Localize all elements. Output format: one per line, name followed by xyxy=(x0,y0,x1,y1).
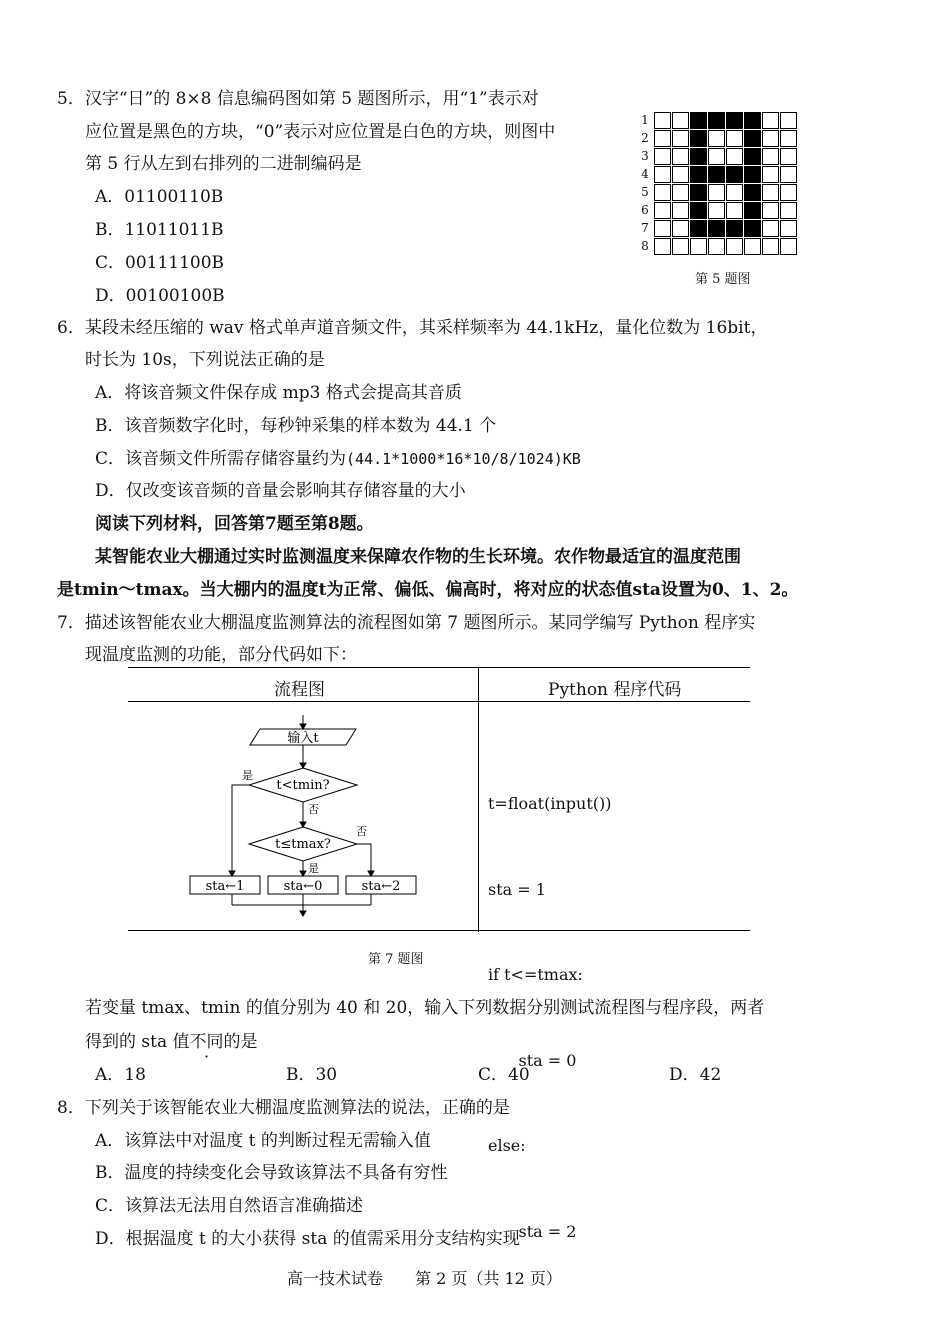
grid-cell xyxy=(690,202,707,219)
table-bottom-rule xyxy=(128,930,750,931)
grid-cell xyxy=(690,148,707,165)
flow-no-label-1: 否 xyxy=(308,803,319,816)
grid-cell xyxy=(780,166,797,183)
q6-option-c xyxy=(95,448,581,470)
grid-cell xyxy=(708,130,725,147)
grid-cell xyxy=(762,130,779,147)
grid-cell xyxy=(726,184,743,201)
q8-stem: 8．下列关于该智能农业大棚温度监测算法的说法，正确的是 xyxy=(57,1098,510,1118)
q7-after-line2 xyxy=(85,1031,258,1053)
grid-row-label: 6 xyxy=(641,203,649,217)
grid-cell xyxy=(726,238,743,255)
material-heading: 阅读下列材料，回答第7题至第8题。 xyxy=(95,514,374,534)
grid-cell xyxy=(654,220,671,237)
grid-cell xyxy=(672,202,689,219)
flow-input-label: 输入t xyxy=(287,731,319,746)
grid-cell xyxy=(762,166,779,183)
grid-cell xyxy=(780,130,797,147)
q7-after-pre: 得到的 sta 值 xyxy=(85,1032,190,1052)
grid-row-label: 4 xyxy=(641,167,649,181)
q6-stem-line1: 6．某段未经压缩的 wav 格式单声道音频文件，其采样频率为 44.1kHz，量化位数为 16bit， xyxy=(57,318,768,338)
grid-cell xyxy=(672,220,689,237)
q5-option-c: C．00111100B xyxy=(95,253,225,273)
grid-cell xyxy=(654,184,671,201)
grid-cell xyxy=(744,220,761,237)
grid-cell xyxy=(690,238,707,255)
flow-box3-label: sta←2 xyxy=(361,879,401,894)
flow-yes-label-1: 是 xyxy=(242,769,253,782)
q6-option-d: D．仅改变该音频的音量会影响其存储容量的大小 xyxy=(95,481,466,501)
grid-cell xyxy=(708,184,725,201)
flow-box1-label: sta←1 xyxy=(205,879,245,894)
grid-row-label: 7 xyxy=(641,221,649,235)
code-line-6: sta = 2 xyxy=(488,1221,577,1241)
grid-cell xyxy=(708,112,725,129)
grid-cell xyxy=(672,112,689,129)
grid-cell xyxy=(654,202,671,219)
grid-row-label: 3 xyxy=(641,149,649,163)
grid-cell xyxy=(726,148,743,165)
flow-no-label-2: 否 xyxy=(356,825,367,838)
grid-cell xyxy=(672,148,689,165)
flow-cond2-label: t≤tmax? xyxy=(275,837,331,852)
q8-option-d: D．根据温度 t 的大小获得 sta 的值需采用分支结构实现 xyxy=(95,1229,520,1249)
material-line1: 某智能农业大棚通过实时监测温度来保障农作物的生长环境。农作物最适宜的温度范围 xyxy=(95,547,741,567)
q8-option-b: B．温度的持续变化会导致该算法不具备有穷性 xyxy=(95,1163,448,1183)
grid-row-label: 5 xyxy=(641,185,649,199)
material-line2: 是tmin～tmax。当大棚内的温度t为正常、偏低、偏高时，将对应的状态值sta设置为0、1、2。 xyxy=(57,580,799,600)
grid-row-label: 2 xyxy=(641,131,649,145)
grid-cell xyxy=(654,130,671,147)
code-line-1: t=float(input()) xyxy=(488,794,612,813)
grid-cell xyxy=(726,220,743,237)
page-footer: 高一技术试卷 第 2 页（共 12 页） xyxy=(287,1269,562,1288)
flow-box2-label: sta←0 xyxy=(283,879,323,894)
q6-stem-line2: 时长为 10s，下列说法正确的是 xyxy=(85,350,325,370)
grid-cell xyxy=(726,166,743,183)
code-line-2: sta = 1 xyxy=(488,879,546,899)
grid-cell xyxy=(690,220,707,237)
grid-cell xyxy=(726,112,743,129)
grid-cell xyxy=(780,184,797,201)
q8-option-c: C．该算法无法用自然语言准确描述 xyxy=(95,1196,364,1216)
flow-cond1-label: t<tmin? xyxy=(276,778,330,793)
grid-cell xyxy=(654,112,671,129)
grid-cell xyxy=(708,202,725,219)
grid-cell xyxy=(744,130,761,147)
grid-cell xyxy=(654,166,671,183)
q6-option-c-text: C．该音频文件所需存储容量约为 xyxy=(95,449,347,469)
grid-cell xyxy=(762,184,779,201)
q5-stem-line3: 第 5 行从左到右排列的二进制编码是 xyxy=(85,154,362,174)
q7-after-post: 的是 xyxy=(223,1032,258,1052)
grid-cell xyxy=(672,130,689,147)
q7-option-d: D．42 xyxy=(669,1065,722,1085)
table-header-code: Python 程序代码 xyxy=(548,680,682,700)
grid-cell xyxy=(654,238,671,255)
grid-cell xyxy=(744,184,761,201)
q7-after-emphasis: 不同 xyxy=(189,1032,224,1052)
table-top-rule xyxy=(128,667,750,668)
grid-cell xyxy=(744,112,761,129)
q5-stem-line2: 应位置是黑色的方块，“0”表示对应位置是白色的方块，则图中 xyxy=(85,122,556,142)
grid-cell xyxy=(780,220,797,237)
q5-stem-line1: 5．汉字“日”的 8×8 信息编码图如第 5 题图所示，用“1”表示对 xyxy=(57,89,539,109)
grid-cell xyxy=(762,112,779,129)
grid-cell xyxy=(744,202,761,219)
q5-figure-caption: 第 5 题图 xyxy=(695,272,751,287)
table-header-flowchart: 流程图 xyxy=(274,680,325,700)
grid-cell xyxy=(762,238,779,255)
grid-cell xyxy=(744,148,761,165)
grid-cell xyxy=(726,130,743,147)
q7-figure-caption: 第 7 题图 xyxy=(368,952,424,967)
q7-flowchart xyxy=(128,701,478,930)
grid-cell xyxy=(672,184,689,201)
grid-cell xyxy=(690,184,707,201)
code-line-5: else: xyxy=(488,1136,526,1155)
q7-option-c: C．40 xyxy=(478,1065,530,1085)
grid-cell xyxy=(690,130,707,147)
q6-option-c-formula: (44.1*1000*16*10/8/1024)KB xyxy=(346,450,581,468)
grid-cell xyxy=(780,112,797,129)
grid-cell xyxy=(780,238,797,255)
q7-stem-line2: 现温度监测的功能，部分代码如下： xyxy=(85,645,357,665)
flow-yes-label-2: 是 xyxy=(308,862,319,875)
grid-cell xyxy=(690,166,707,183)
grid-cell xyxy=(762,220,779,237)
grid-cell xyxy=(672,166,689,183)
q6-option-b: B．该音频数字化时，每秒钟采集的样本数为 44.1 个 xyxy=(95,416,497,436)
q7-stem-line1: 7．描述该智能农业大棚温度监测算法的流程图如第 7 题图所示。某同学编写 Python 程序实 xyxy=(57,613,756,633)
grid-row-label: 8 xyxy=(641,239,649,253)
grid-cell xyxy=(690,112,707,129)
q7-option-a: A．18 xyxy=(95,1065,146,1085)
grid-cell xyxy=(744,238,761,255)
grid-cell xyxy=(744,166,761,183)
grid-cell xyxy=(708,238,725,255)
grid-row-label: 1 xyxy=(641,113,649,127)
grid-cell xyxy=(654,148,671,165)
table-column-divider xyxy=(478,667,479,932)
grid-cell xyxy=(762,202,779,219)
q6-option-a: A．将该音频文件保存成 mp3 格式会提高其音质 xyxy=(95,383,462,403)
grid-cell xyxy=(708,148,725,165)
grid-cell xyxy=(780,148,797,165)
q5-option-a: A．01100110B xyxy=(95,187,224,207)
q8-option-a: A．该算法中对温度 t 的判断过程无需输入值 xyxy=(95,1131,431,1151)
code-line-3: if t<=tmax: xyxy=(488,965,583,984)
grid-cell xyxy=(762,148,779,165)
grid-cell xyxy=(672,238,689,255)
grid-cell xyxy=(780,202,797,219)
q7-option-b: B．30 xyxy=(286,1065,338,1085)
code-line-4: sta = 0 xyxy=(488,1050,577,1070)
q5-option-b: B．11011011B xyxy=(95,220,224,240)
grid-cell xyxy=(708,166,725,183)
q5-option-d: D．00100100B xyxy=(95,286,225,306)
grid-cell xyxy=(726,202,743,219)
grid-cell xyxy=(708,220,725,237)
q7-after-line1: 若变量 tmax、tmin 的值分别为 40 和 20，输入下列数据分别测试流程图与程序段，两者 xyxy=(85,998,765,1018)
